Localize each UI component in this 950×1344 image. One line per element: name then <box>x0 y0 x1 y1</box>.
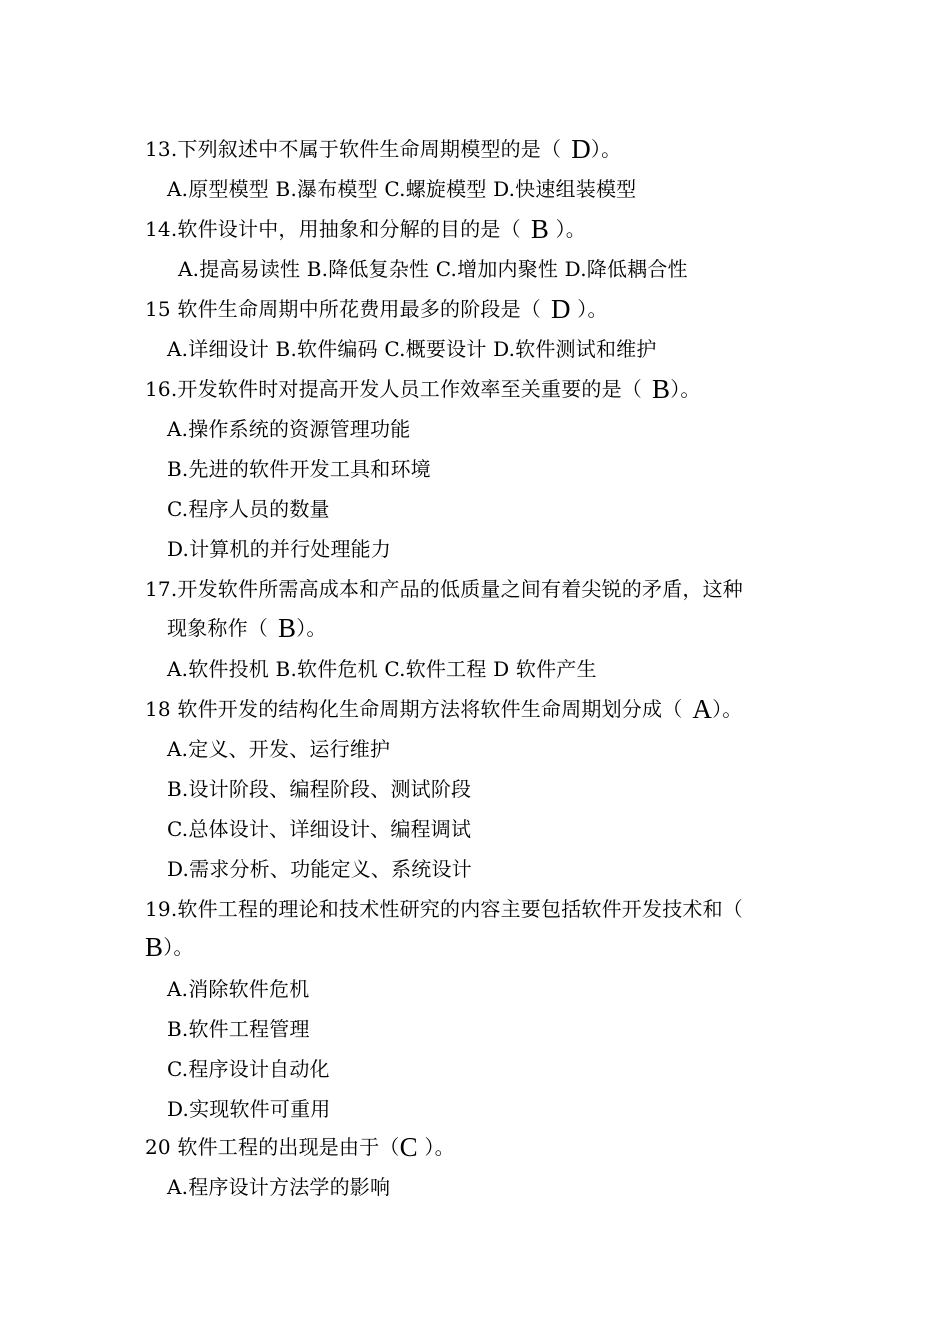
options-line: A.提高易读性 B.降低复杂性 C.增加内聚性 D.降低耦合性 <box>178 257 688 281</box>
question-text: 18 软件开发的结构化生命周期方法将软件生命周期划分成（ <box>145 697 683 721</box>
option-b: B.先进的软件开发工具和环境 <box>167 457 431 481</box>
option-a: A.定义、开发、运行维护 <box>167 737 391 761</box>
question-text: 13.下列叙述中不属于软件生命周期模型的是（ <box>145 137 562 161</box>
question-text: 现象称作（ <box>167 616 268 640</box>
question-20 <box>145 1134 455 1160</box>
question-text: 15 软件生命周期中所花费用最多的阶段是（ <box>145 297 542 321</box>
question-text: 20 软件工程的出现是由于（ <box>145 1135 400 1159</box>
answer-letter: C <box>399 1132 418 1162</box>
question-text: ）。 <box>549 217 586 241</box>
question-text: ）。 <box>570 297 608 321</box>
option-c: C.程序人员的数量 <box>167 497 330 521</box>
question-16 <box>145 376 701 402</box>
question-13 <box>145 136 621 162</box>
option-b: B.软件工程管理 <box>167 1017 310 1041</box>
options-line: A.原型模型 B.瀑布模型 C.螺旋模型 D.快速组装模型 <box>167 177 637 201</box>
answer-letter: B <box>652 374 671 404</box>
question-text: ）。 <box>296 616 327 640</box>
option-a: A.程序设计方法学的影响 <box>167 1175 391 1199</box>
question-18 <box>145 696 743 722</box>
answer-letter: A <box>692 694 713 724</box>
question-19-line-2 <box>145 934 194 960</box>
question-text: ）。 <box>712 697 743 721</box>
question-text: ）。 <box>590 137 622 161</box>
question-17-line-1: 17.开发软件所需高成本和产品的低质量之间有着尖锐的矛盾，这种 <box>145 577 744 601</box>
question-text: 14.软件设计中，用抽象和分解的目的是（ <box>145 217 521 241</box>
option-a: A.消除软件危机 <box>167 977 310 1001</box>
answer-letter: B <box>530 214 550 244</box>
question-text: ）。 <box>670 377 701 401</box>
answer-letter: B <box>278 613 297 643</box>
question-text: 16.开发软件时对提高开发人员工作效率至关重要的是（ <box>145 377 643 401</box>
option-d: D.计算机的并行处理能力 <box>167 537 392 561</box>
question-17-line-2 <box>167 615 327 641</box>
option-d: D.实现软件可重用 <box>167 1097 331 1121</box>
question-14 <box>145 216 586 242</box>
question-text: ）。 <box>417 1135 455 1159</box>
question-19-line-1: 19.软件工程的理论和技术性研究的内容主要包括软件开发技术和（ <box>145 897 744 921</box>
answer-letter: B <box>145 932 164 962</box>
answer-letter: D <box>551 294 571 324</box>
option-a: A.操作系统的资源管理功能 <box>167 417 411 441</box>
question-text: ）。 <box>163 935 194 959</box>
option-d: D.需求分析、功能定义、系统设计 <box>167 857 472 881</box>
answer-letter: D <box>571 134 591 164</box>
option-b: B.设计阶段、编程阶段、测试阶段 <box>167 777 472 801</box>
option-c: C.程序设计自动化 <box>167 1057 330 1081</box>
question-15 <box>145 296 608 322</box>
options-line: A.详细设计 B.软件编码 C.概要设计 D.软件测试和维护 <box>167 337 657 361</box>
option-c: C.总体设计、详细设计、编程调试 <box>167 817 472 841</box>
options-line: A.软件投机 B.软件危机 C.软件工程 D 软件产生 <box>167 657 597 681</box>
